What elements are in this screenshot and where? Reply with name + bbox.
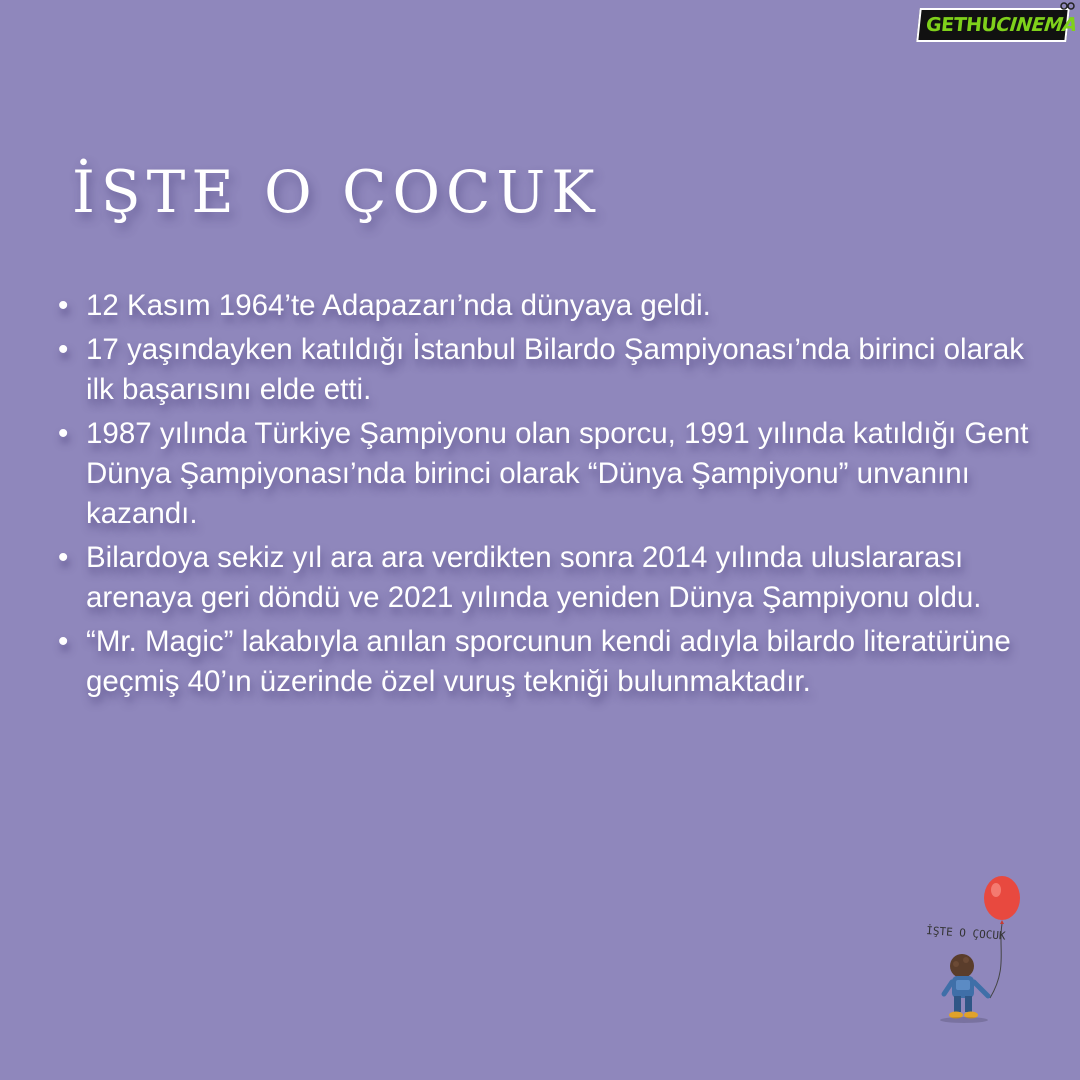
page-title: İŞTE O ÇOCUK bbox=[72, 158, 601, 226]
balloon-icon bbox=[984, 876, 1020, 920]
bullet-icon: • bbox=[58, 333, 69, 366]
film-camera-icon bbox=[1060, 2, 1076, 14]
bullet-icon: • bbox=[58, 625, 69, 658]
list-item bbox=[52, 330, 1052, 410]
bullet-icon: • bbox=[58, 541, 69, 574]
logo-text-cinema: CINEMA bbox=[995, 14, 1079, 36]
list-item bbox=[52, 538, 1052, 618]
list-item bbox=[52, 622, 1052, 702]
list-item bbox=[52, 286, 1052, 326]
fact-text: 12 Kasım 1964’te Adapazarı’nda dünyaya geldi. bbox=[86, 289, 711, 322]
bullet-icon: • bbox=[58, 289, 69, 322]
fact-text: 17 yaşındayken katıldığı İstanbul Bilardo Şampiyonası’nda birinci olarak ilk başarısını elde etti. bbox=[86, 333, 1024, 406]
list-item bbox=[52, 414, 1052, 534]
fact-text: Bilardoya sekiz yıl ara ara verdikten sonra 2014 yılında uluslararası arenaya geri döndü ve 2021 yılında yeniden Dünya Şampiyonu oldu. bbox=[86, 541, 982, 614]
mascot-lettering: İŞTE O ÇOCUK bbox=[925, 924, 1006, 943]
fact-text: “Mr. Magic” lakabıyla anılan sporcunun kendi adıyla bilardo literatürüne geçmiş 40’ın üzerinde özel vuruş tekniği bulunmaktadır. bbox=[86, 625, 1011, 698]
bullet-icon: • bbox=[58, 417, 69, 450]
facts-list bbox=[52, 286, 1052, 706]
fact-text: 1987 yılında Türkiye Şampiyonu olan sporcu, 1991 yılında katıldığı Gent Dünya Şampiyonası’nda birinci olarak “Dünya Şampiyonu” unvanını kazandı. bbox=[86, 417, 1029, 530]
gethu-cinema-logo bbox=[916, 8, 1079, 42]
boy-with-balloon-illustration bbox=[920, 868, 1040, 1028]
logo-text-gethu: GETHU bbox=[924, 14, 998, 36]
